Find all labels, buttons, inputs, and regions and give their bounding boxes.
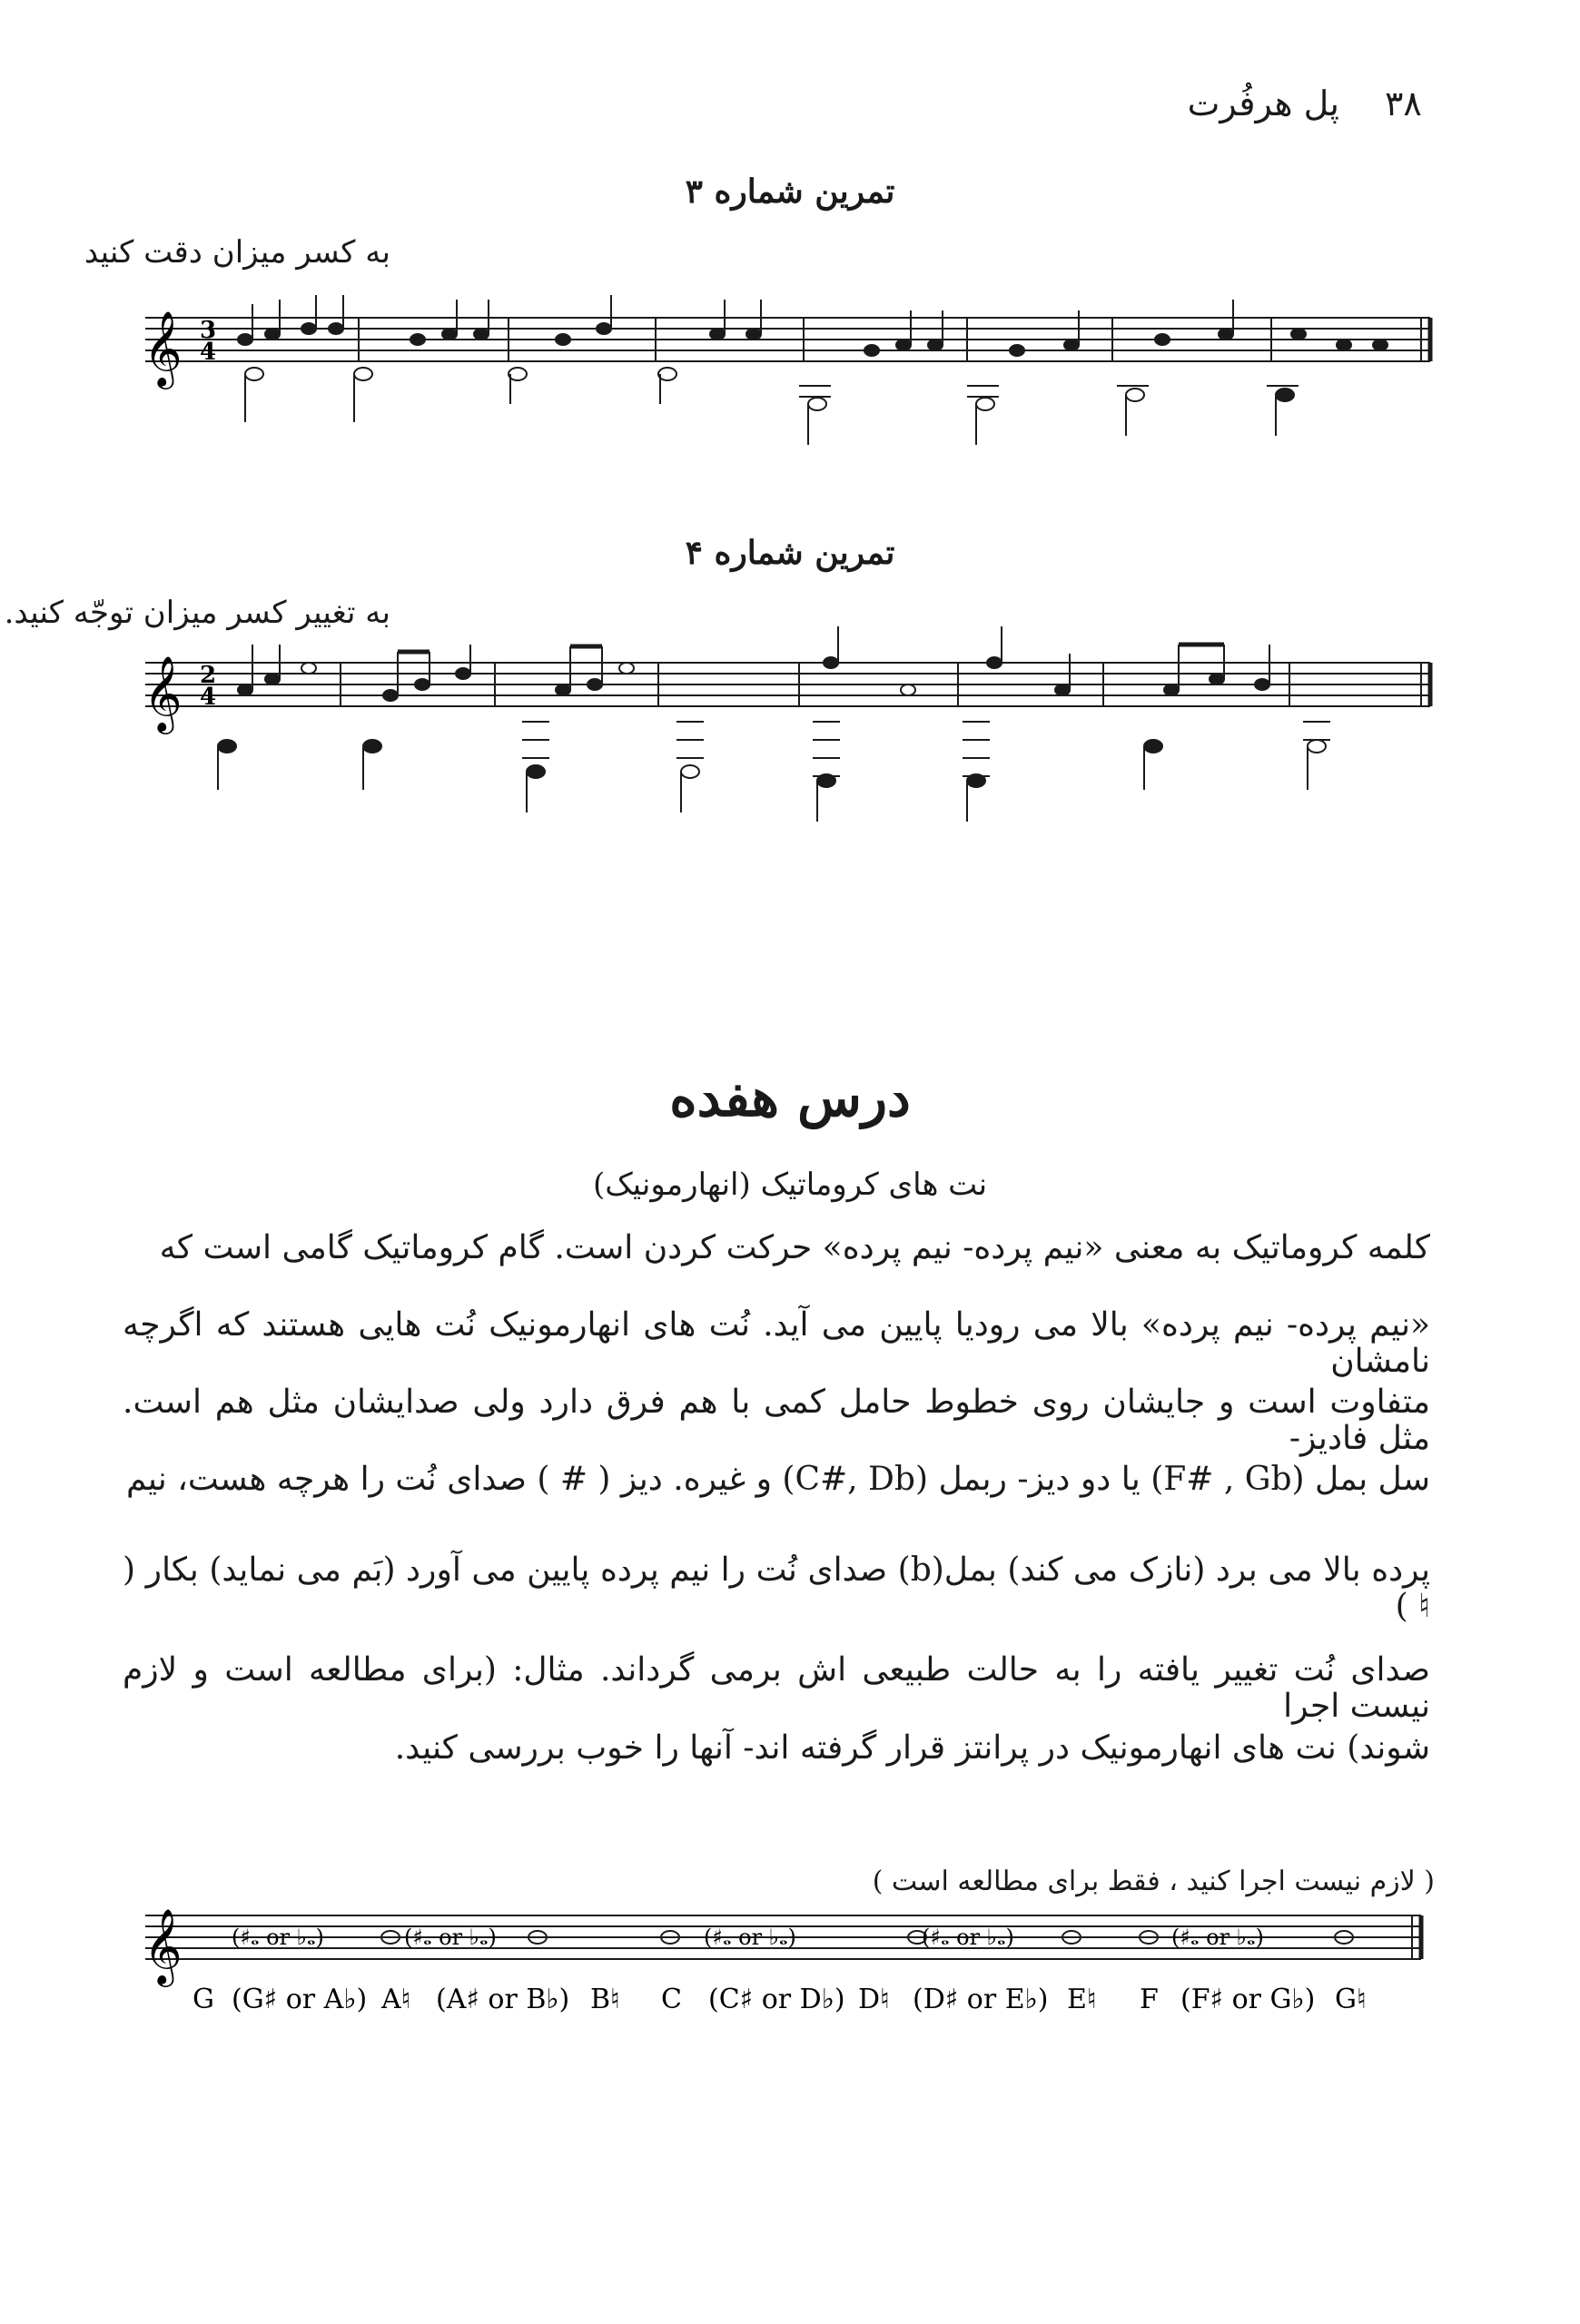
staff-enharmonic-5: (♯𝅝 or ♭𝅝) — [1171, 1925, 1264, 1950]
exercise-4-title: تمرین شماره ۴ — [685, 534, 895, 572]
chromatic-scale-staff — [0, 1897, 1580, 2043]
scale-label: (A♯ or B♭) — [436, 1984, 570, 2015]
exercise-3-staff — [0, 0, 1580, 508]
scale-label: (D♯ or E♭) — [913, 1984, 1049, 2015]
treble-clef-icon: 𝄞 — [143, 655, 183, 731]
scale-label: (C♯ or D♭) — [708, 1984, 845, 2015]
scale-label: E♮ — [1067, 1984, 1097, 2015]
lesson-subtitle: نت های کروماتیک (انهارمونیک) — [592, 1167, 988, 1203]
exercise-4-staff — [0, 508, 1580, 890]
scale-label: C — [661, 1984, 682, 2015]
staff-enharmonic-3: (♯𝅝 or ♭𝅝) — [704, 1925, 796, 1950]
paragraph-line: صدای نُت تغییر یافته را به حالت طبیعی اش برمی گرداند. مثال: (برای مطالعه است و لازم نیست اجرا — [123, 1651, 1430, 1725]
lesson-title: درس هفده — [669, 1067, 911, 1128]
scale-label: (F♯ or G♭) — [1180, 1984, 1316, 2015]
paragraph-line: کلمه کروماتیک به معنی «نیم پرده- نیم پرده» حرکت کردن است. گام کروماتیک گامی است که — [159, 1229, 1430, 1266]
staff-enharmonic-1: (♯𝅝 or ♭𝅝) — [232, 1925, 324, 1950]
time-signature-top: 3 — [200, 317, 217, 344]
staff-enharmonic-4: (♯𝅝 or ♭𝅝) — [922, 1925, 1014, 1950]
paragraph-line: متفاوت است و جایشان روی خطوط حامل کمی با هم فرق دارد ولی صدایشان مثل هم است. مثل فادیز- — [123, 1384, 1430, 1457]
paragraph-line: «نیم پرده- نیم پرده» بالا می رودیا پایین می آید. نُت های انهارمونیک نُت هایی هستند که اگرچه نامشان — [123, 1306, 1430, 1380]
book-title: پل هرفُرت — [1187, 84, 1339, 123]
paragraph-line: پرده بالا می برد (نازک می کند) بمل(b) صدای نُت را نیم پرده پایین می آورد (بَم می نماید) بکار ( ♮ ) — [123, 1551, 1430, 1625]
treble-clef-icon: 𝄞 — [143, 310, 183, 386]
time-signature-top: 2 — [200, 662, 217, 689]
scale-label: A♮ — [381, 1984, 411, 2015]
exercise-4-instruction: به تغییر کسر میزان توجّه کنید. — [4, 595, 390, 631]
scale-label: (G♯ or A♭) — [232, 1984, 368, 2015]
scale-label: B♮ — [590, 1984, 620, 2015]
scale-label: D♮ — [858, 1984, 890, 2015]
scale-caption: ( لازم نیست اجرا کنید ، فقط برای مطالعه است ) — [872, 1866, 1435, 1897]
time-signature-bottom: 4 — [200, 339, 217, 366]
scale-label: F — [1140, 1984, 1159, 2015]
treble-clef-icon: 𝄞 — [143, 1907, 183, 1984]
exercise-3-title: تمرین شماره ۳ — [685, 172, 895, 211]
scale-label: G — [193, 1984, 214, 2015]
paragraph-line: سل بمل (F# , Gb) یا دو دیز- ربمل (C#, Db) و غیره. دیز ( # ) صدای نُت را هرچه هست، نیم — [125, 1461, 1430, 1498]
exercise-3-instruction: به کسر میزان دقت کنید — [84, 234, 390, 271]
paragraph-line: شوند) نت های انهارمونیک در پرانتز قرار گرفته اند- آنها را خوب بررسی کنید. — [394, 1729, 1430, 1767]
staff-enharmonic-2: (♯𝅝 or ♭𝅝) — [404, 1925, 497, 1950]
scale-label: G♮ — [1335, 1984, 1367, 2015]
time-signature-bottom: 4 — [200, 684, 217, 711]
page-number: ۳۸ — [1385, 84, 1422, 123]
